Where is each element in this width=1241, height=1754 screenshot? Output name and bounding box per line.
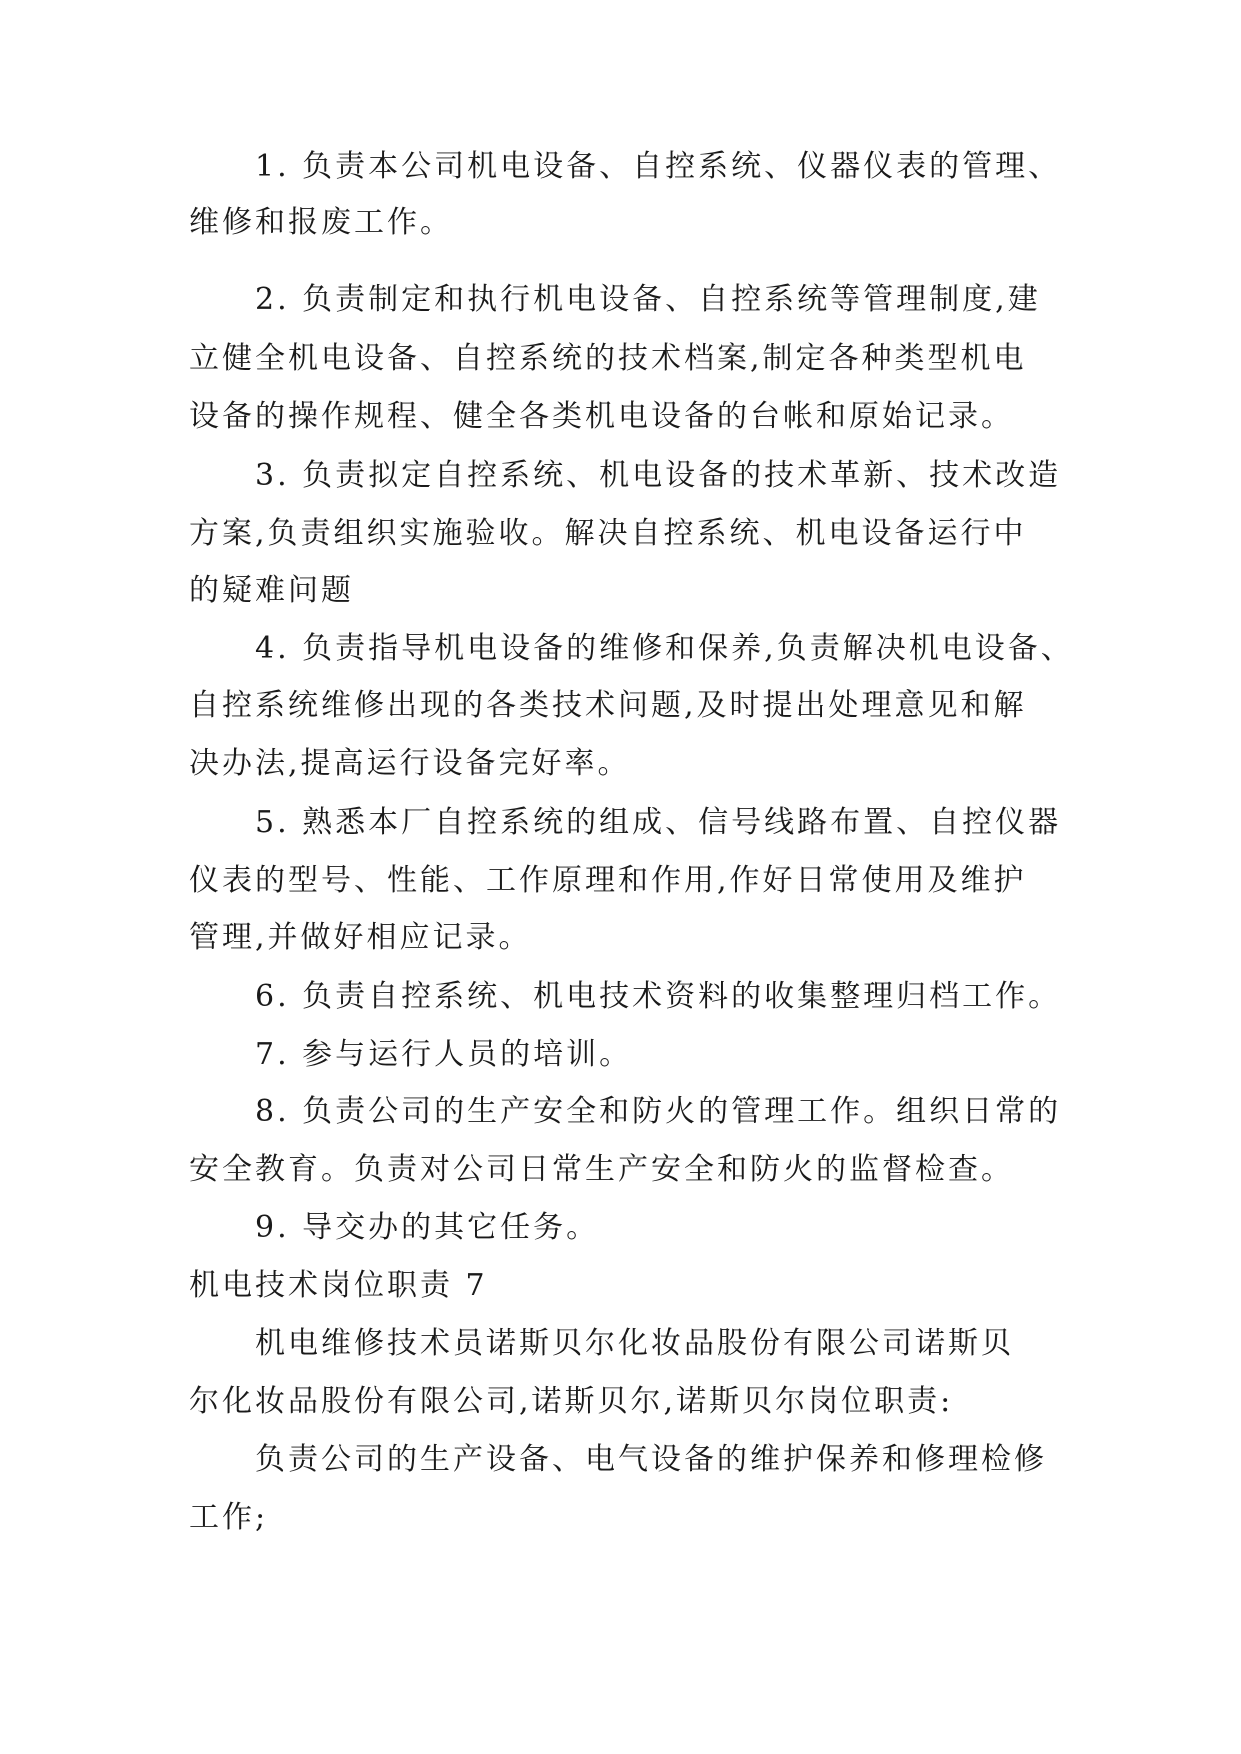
paragraph-4-line-1: 4. 负责指导机电设备的维修和保养,负责解决机电设备、 <box>255 631 1074 666</box>
paragraph-3-line-2: 方案,负责组织实施验收。解决自控系统、机电设备运行中 <box>189 516 1027 551</box>
section-heading: 机电技术岗位职责 7 <box>189 1268 488 1303</box>
paragraph-5-line-1: 5. 熟悉本厂自控系统的组成、信号线路布置、自控仪器 <box>255 805 1062 840</box>
paragraph-7-line-1: 7. 参与运行人员的培训。 <box>255 1037 633 1072</box>
paragraph-5-line-3: 管理,并做好相应记录。 <box>189 920 532 955</box>
paragraph-5-line-2: 仪表的型号、性能、工作原理和作用,作好日常使用及维护 <box>189 863 1027 898</box>
paragraph-4-line-2: 自控系统维修出现的各类技术问题,及时提出处理意见和解 <box>189 688 1027 723</box>
paragraph-8-line-2: 安全教育。负责对公司日常生产安全和防火的监督检查。 <box>189 1152 1014 1187</box>
paragraph-11-line-1: 负责公司的生产设备、电气设备的维护保养和修理检修 <box>255 1442 1047 1477</box>
paragraph-2-line-3: 设备的操作规程、健全各类机电设备的台帐和原始记录。 <box>189 399 1014 434</box>
paragraph-3-line-1: 3. 负责拟定自控系统、机电设备的技术革新、技术改造 <box>255 458 1062 493</box>
paragraph-4-line-3: 决办法,提高运行设备完好率。 <box>189 746 631 781</box>
paragraph-9-line-1: 9. 导交办的其它任务。 <box>255 1210 600 1245</box>
paragraph-10-line-1: 机电维修技术员诺斯贝尔化妆品股份有限公司诺斯贝 <box>255 1326 1014 1361</box>
paragraph-6-line-1: 6. 负责自控系统、机电技术资料的收集整理归档工作。 <box>255 979 1062 1014</box>
paragraph-10-line-2: 尔化妆品股份有限公司,诺斯贝尔,诺斯贝尔岗位职责: <box>189 1384 954 1419</box>
paragraph-1-line-1: 1. 负责本公司机电设备、自控系统、仪器仪表的管理、 <box>255 149 1062 184</box>
paragraph-8-line-1: 8. 负责公司的生产安全和防火的管理工作。组织日常的 <box>255 1094 1062 1129</box>
paragraph-2-line-2: 立健全机电设备、自控系统的技术档案,制定各种类型机电 <box>189 341 1027 376</box>
paragraph-1-line-2: 维修和报废工作。 <box>189 205 453 240</box>
paragraph-3-line-3: 的疑难问题 <box>189 573 354 608</box>
paragraph-11-line-2: 工作; <box>189 1500 269 1535</box>
paragraph-2-line-1: 2. 负责制定和执行机电设备、自控系统等管理制度,建 <box>255 282 1041 317</box>
